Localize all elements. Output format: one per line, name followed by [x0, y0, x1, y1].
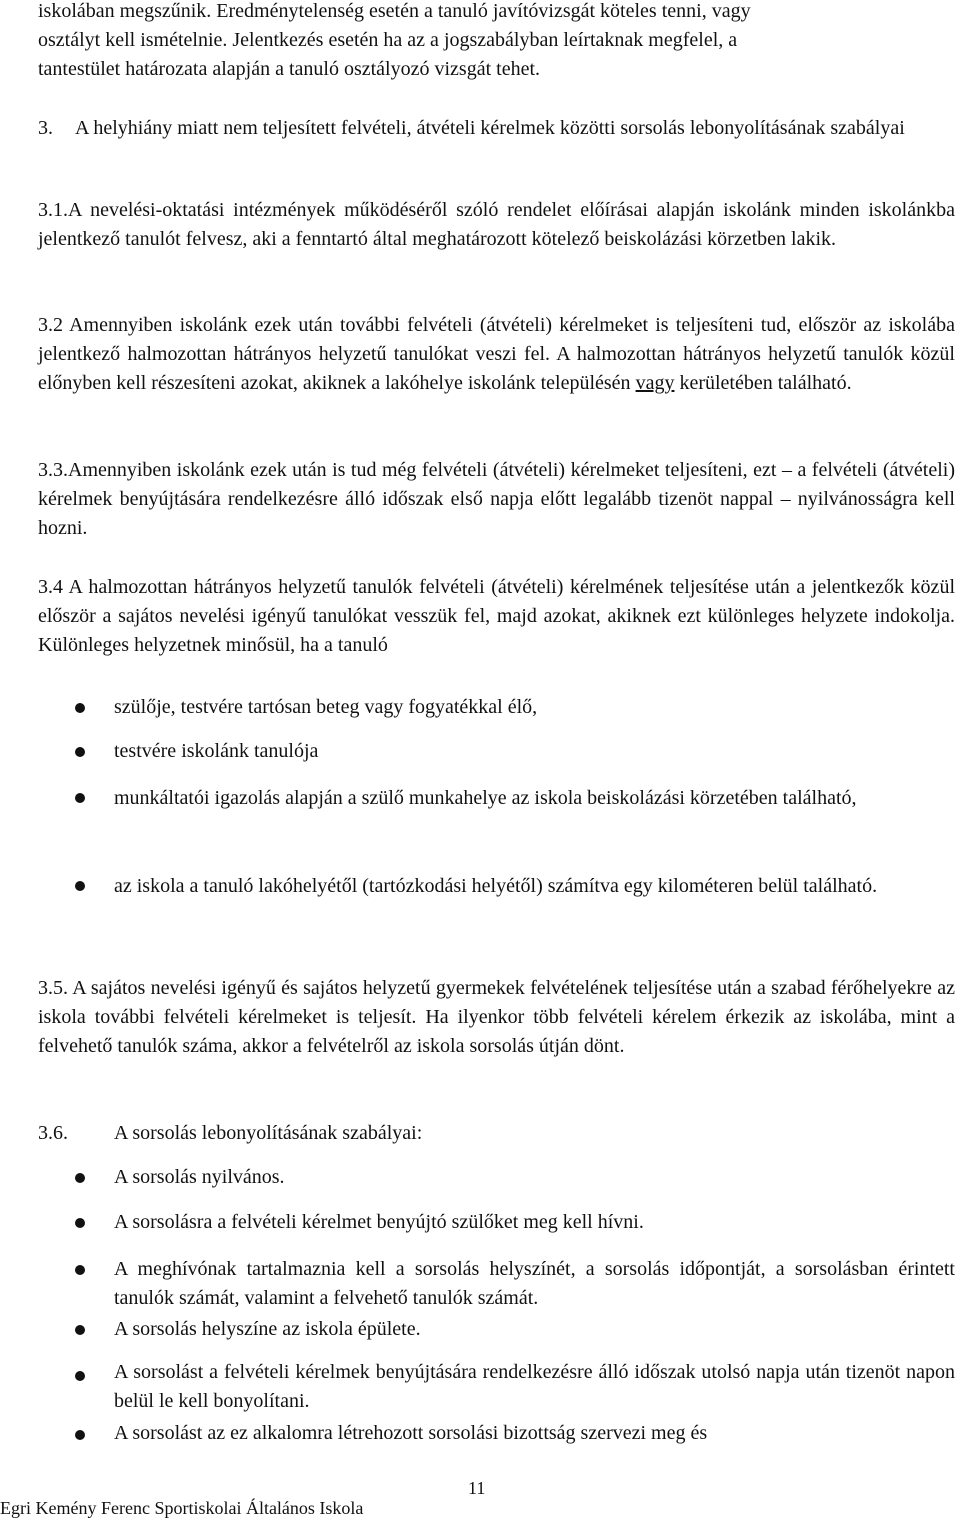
list-item: az iskola a tanuló lakóhelyétől (tartózkodási helyétől) számítva egy kilométeren belül található.: [114, 875, 878, 897]
paragraph-3-2-underlined: vagy: [635, 372, 675, 394]
intro-line-1: iskolában megszűnik. Eredménytelenség esetén a tanuló javítóvizsgát köteles tenni, vagy: [38, 0, 751, 22]
list-item: A sorsolás helyszíne az iskola épülete.: [114, 1318, 421, 1340]
paragraph-3-2: [38, 311, 955, 398]
paragraph-3-1: 3.1.A nevelési-oktatási intézmények működéséről szóló rendelet előírásai alapján iskolánk minden iskolánkba jelentkező tanulót felvesz, aki a fenntartó által meghatározott kötelező beiskolázási körzetben lakik.: [38, 199, 955, 250]
list-item: szülője, testvére tartósan beteg vagy fogyatékkal élő,: [114, 696, 538, 718]
bullet-icon: [75, 1325, 85, 1335]
paragraph-3-3: 3.3.Amennyiben iskolánk ezek után is tud még felvételi (átvételi) kérelmeket teljesíteni, ezt – a felvételi (átvételi) kérelmek benyújtására rendelkezésre álló időszak első napja előtt legalább tizenöt nappal – nyilvánosságra kell hozni.: [38, 459, 955, 539]
section-3-6-number: 3.6.: [38, 1122, 68, 1144]
list-item: testvére iskolánk tanulója: [114, 740, 319, 762]
section-3-6-heading: [38, 1122, 422, 1145]
page-number: 11: [468, 1478, 486, 1498]
bullet-icon: [75, 1265, 85, 1275]
section-3-title: A helyhiány miatt nem teljesített felvételi, átvételi kérelmek közötti sorsolás lebonyolításának szabályai: [75, 117, 905, 139]
list-item: A sorsolás nyilvános.: [114, 1166, 285, 1188]
bullet-icon: [75, 1218, 85, 1228]
bullet-icon: [75, 703, 85, 713]
bullet-icon: [75, 1430, 85, 1440]
list-item: A meghívónak tartalmaznia kell a sorsolás helyszínét, a sorsolás időpontját, a sorsolásban érintett tanulók számát, valamint a felvehető tanulók számát.: [114, 1258, 955, 1309]
paragraph-3-4: 3.4 A halmozottan hátrányos helyzetű tanulók felvételi (átvételi) kérelmének teljesítése után a jelentkezők közül először a sajátos nevelési igényű tanulókat vesszük fel, majd azokat, akiknek ezt különleges helyzete indokolja. Különleges helyzetnek minősül, ha a tanuló: [38, 576, 955, 656]
bullet-icon: [75, 1173, 85, 1183]
list-item: munkáltatói igazolás alapján a szülő munkahelye az iskola beiskolázási körzetében található,: [114, 787, 857, 809]
intro-line-2: osztályt kell ismételnie. Jelentkezés esetén ha az a jogszabályban leírtaknak megfelel, a: [38, 29, 738, 51]
paragraph-3-2-text: 3.2 Amennyiben iskolánk ezek után további felvételi (átvételi) kérelmeket is teljesíteni tud, először az iskolába jelentkező halmozottan hátrányos helyzetű tanulókat veszi fel. A halmozottan hátrányos helyzetű tanulók közül előnyben kell részesíteni azokat, akiknek a lakóhelye iskolánk településén: [38, 314, 955, 394]
section-3-heading: [38, 114, 955, 143]
footer-school-name: Egri Kemény Ferenc Sportiskolai Általános Iskola: [0, 1498, 364, 1518]
bullet-icon: [75, 881, 85, 891]
list-item: A sorsolást az ez alkalomra létrehozott sorsolási bizottság szervezi meg és: [114, 1422, 708, 1444]
bullet-icon: [75, 793, 85, 803]
section-3-6-title: A sorsolás lebonyolításának szabályai:: [114, 1122, 423, 1144]
list-item: A sorsolásra a felvételi kérelmet benyújtó szülőket meg kell hívni.: [114, 1211, 644, 1233]
section-3-number: 3.: [38, 117, 53, 139]
intro-line-3: tantestület határozata alapján a tanuló osztályozó vizsgát tehet.: [38, 58, 541, 80]
paragraph-3-2-end: kerületében található.: [674, 372, 852, 394]
list-item: A sorsolást a felvételi kérelmek benyújtására rendelkezésre álló időszak utolsó napja után tizenöt napon belül le kell bonyolítani.: [114, 1361, 955, 1412]
bullet-icon: [75, 1371, 85, 1381]
bullet-icon: [75, 747, 85, 757]
paragraph-3-5: 3.5. A sajátos nevelési igényű és sajátos helyzetű gyermekek felvételének teljesítése után a szabad férőhelyekre az iskola további felvételi kérelmeket is teljesít. Ha ilyenkor több felvételi kérelem érkezik az iskolába, mint a felvehető tanulók száma, akkor a felvételről az iskola sorsolás útján dönt.: [38, 977, 955, 1057]
